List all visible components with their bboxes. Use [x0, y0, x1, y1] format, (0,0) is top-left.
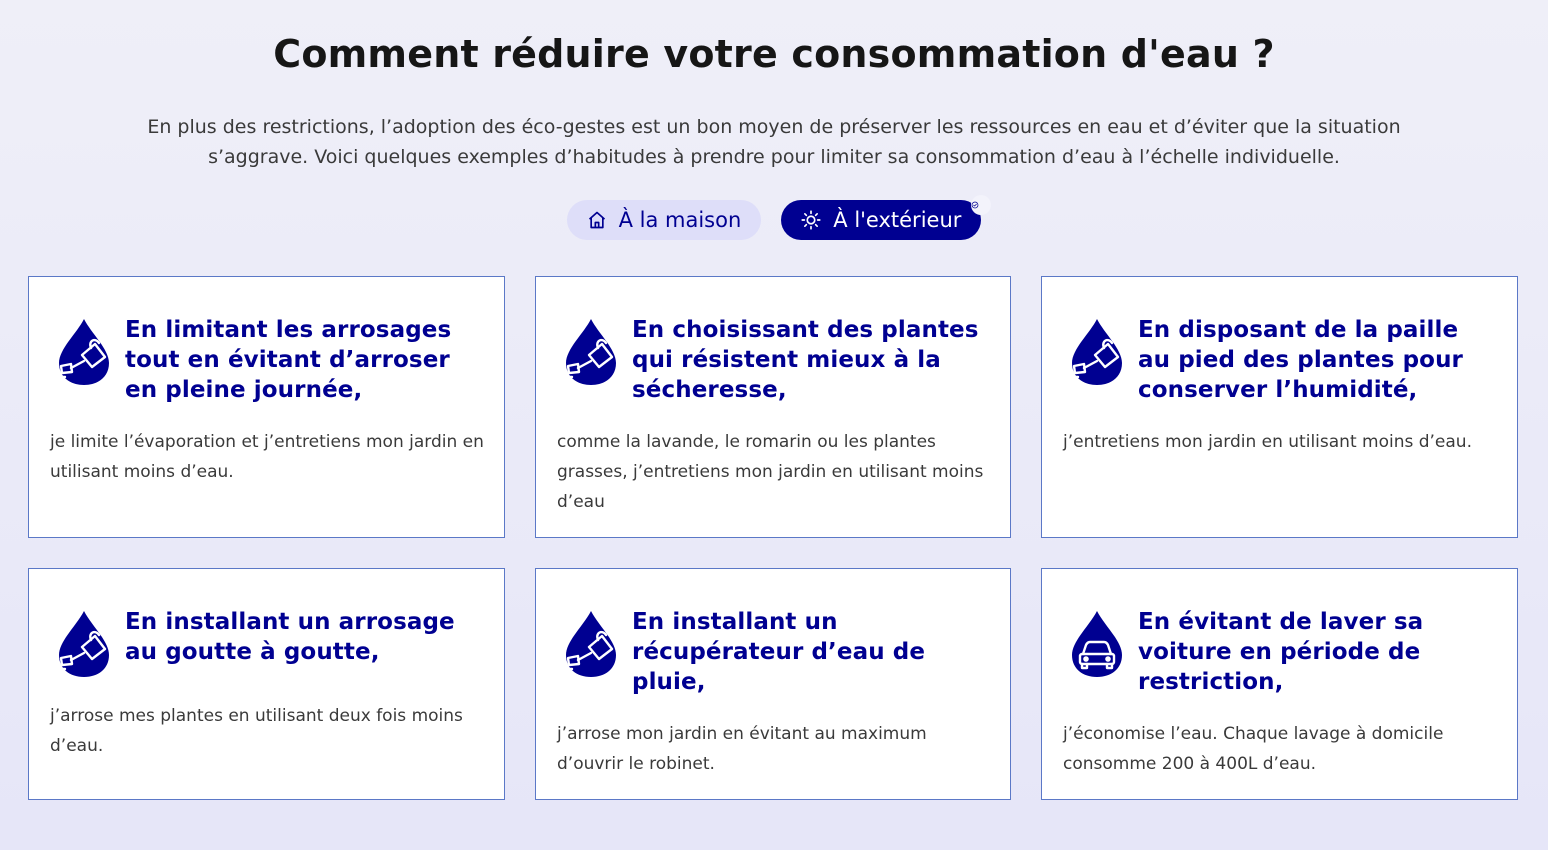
watering-can-drop-icon	[1068, 317, 1126, 387]
card-title: En disposant de la paille au pied des plantes pour conserver l’humidité,	[1138, 317, 1463, 403]
gesture-card	[1041, 568, 1518, 800]
car-drop-icon	[1068, 609, 1126, 679]
card-text: comme la lavande, le romarin ou les plantes grasses, j’entretiens mon jardin en utilisant moins d’eau	[557, 432, 984, 512]
card-title: En choisissant des plantes qui résistent mieux à la sécheresse,	[632, 317, 979, 403]
home-icon	[587, 210, 607, 230]
gesture-card	[28, 276, 505, 538]
tab-label: À l'extérieur	[833, 208, 962, 232]
watering-can-drop-icon	[55, 609, 113, 679]
card-text: j’entretiens mon jardin en utilisant moins d’eau.	[1063, 432, 1472, 452]
card-title: En évitant de laver sa voiture en période de restriction,	[1138, 609, 1424, 695]
tab-a-l-exterieur[interactable]	[781, 200, 981, 240]
gesture-card	[28, 568, 505, 800]
watering-can-drop-icon	[55, 317, 113, 387]
tab-bar	[0, 200, 1548, 240]
sun-icon	[801, 210, 821, 230]
card-text: j’économise l’eau. Chaque lavage à domicile consomme 200 à 400L d’eau.	[1063, 724, 1444, 774]
watering-can-drop-icon	[562, 609, 620, 679]
gesture-card	[1041, 276, 1518, 538]
tab-a-la-maison[interactable]	[567, 200, 762, 240]
gesture-card	[535, 568, 1011, 800]
card-title: En limitant les arrosages tout en évitant d’arroser en pleine journée,	[125, 317, 452, 403]
page-title: Comment réduire votre consommation d'eau ?	[273, 32, 1275, 76]
card-text: j’arrose mon jardin en évitant au maximum d’ouvrir le robinet.	[557, 724, 927, 774]
card-text: je limite l’évaporation et j’entretiens mon jardin en utilisant moins d’eau.	[50, 432, 484, 482]
gesture-card	[535, 276, 1011, 538]
card-text: j’arrose mes plantes en utilisant deux fois moins d’eau.	[50, 706, 463, 756]
watering-can-drop-icon	[562, 317, 620, 387]
intro-text: En plus des restrictions, l’adoption des éco-gestes est un bon moyen de préserver les ressources en eau et d’éviter que la situation s’aggrave. Voici quelques exemples d’habitudes à prendre pour limiter sa consommation d’eau à l’échelle individuelle.	[147, 116, 1401, 168]
card-title: En installant un récupérateur d’eau de pluie,	[632, 609, 926, 695]
eco-gestures-grid	[28, 276, 1518, 800]
selected-check-icon	[971, 195, 991, 215]
card-title: En installant un arrosage au goutte à goutte,	[125, 609, 455, 665]
tab-label: À la maison	[618, 208, 742, 232]
